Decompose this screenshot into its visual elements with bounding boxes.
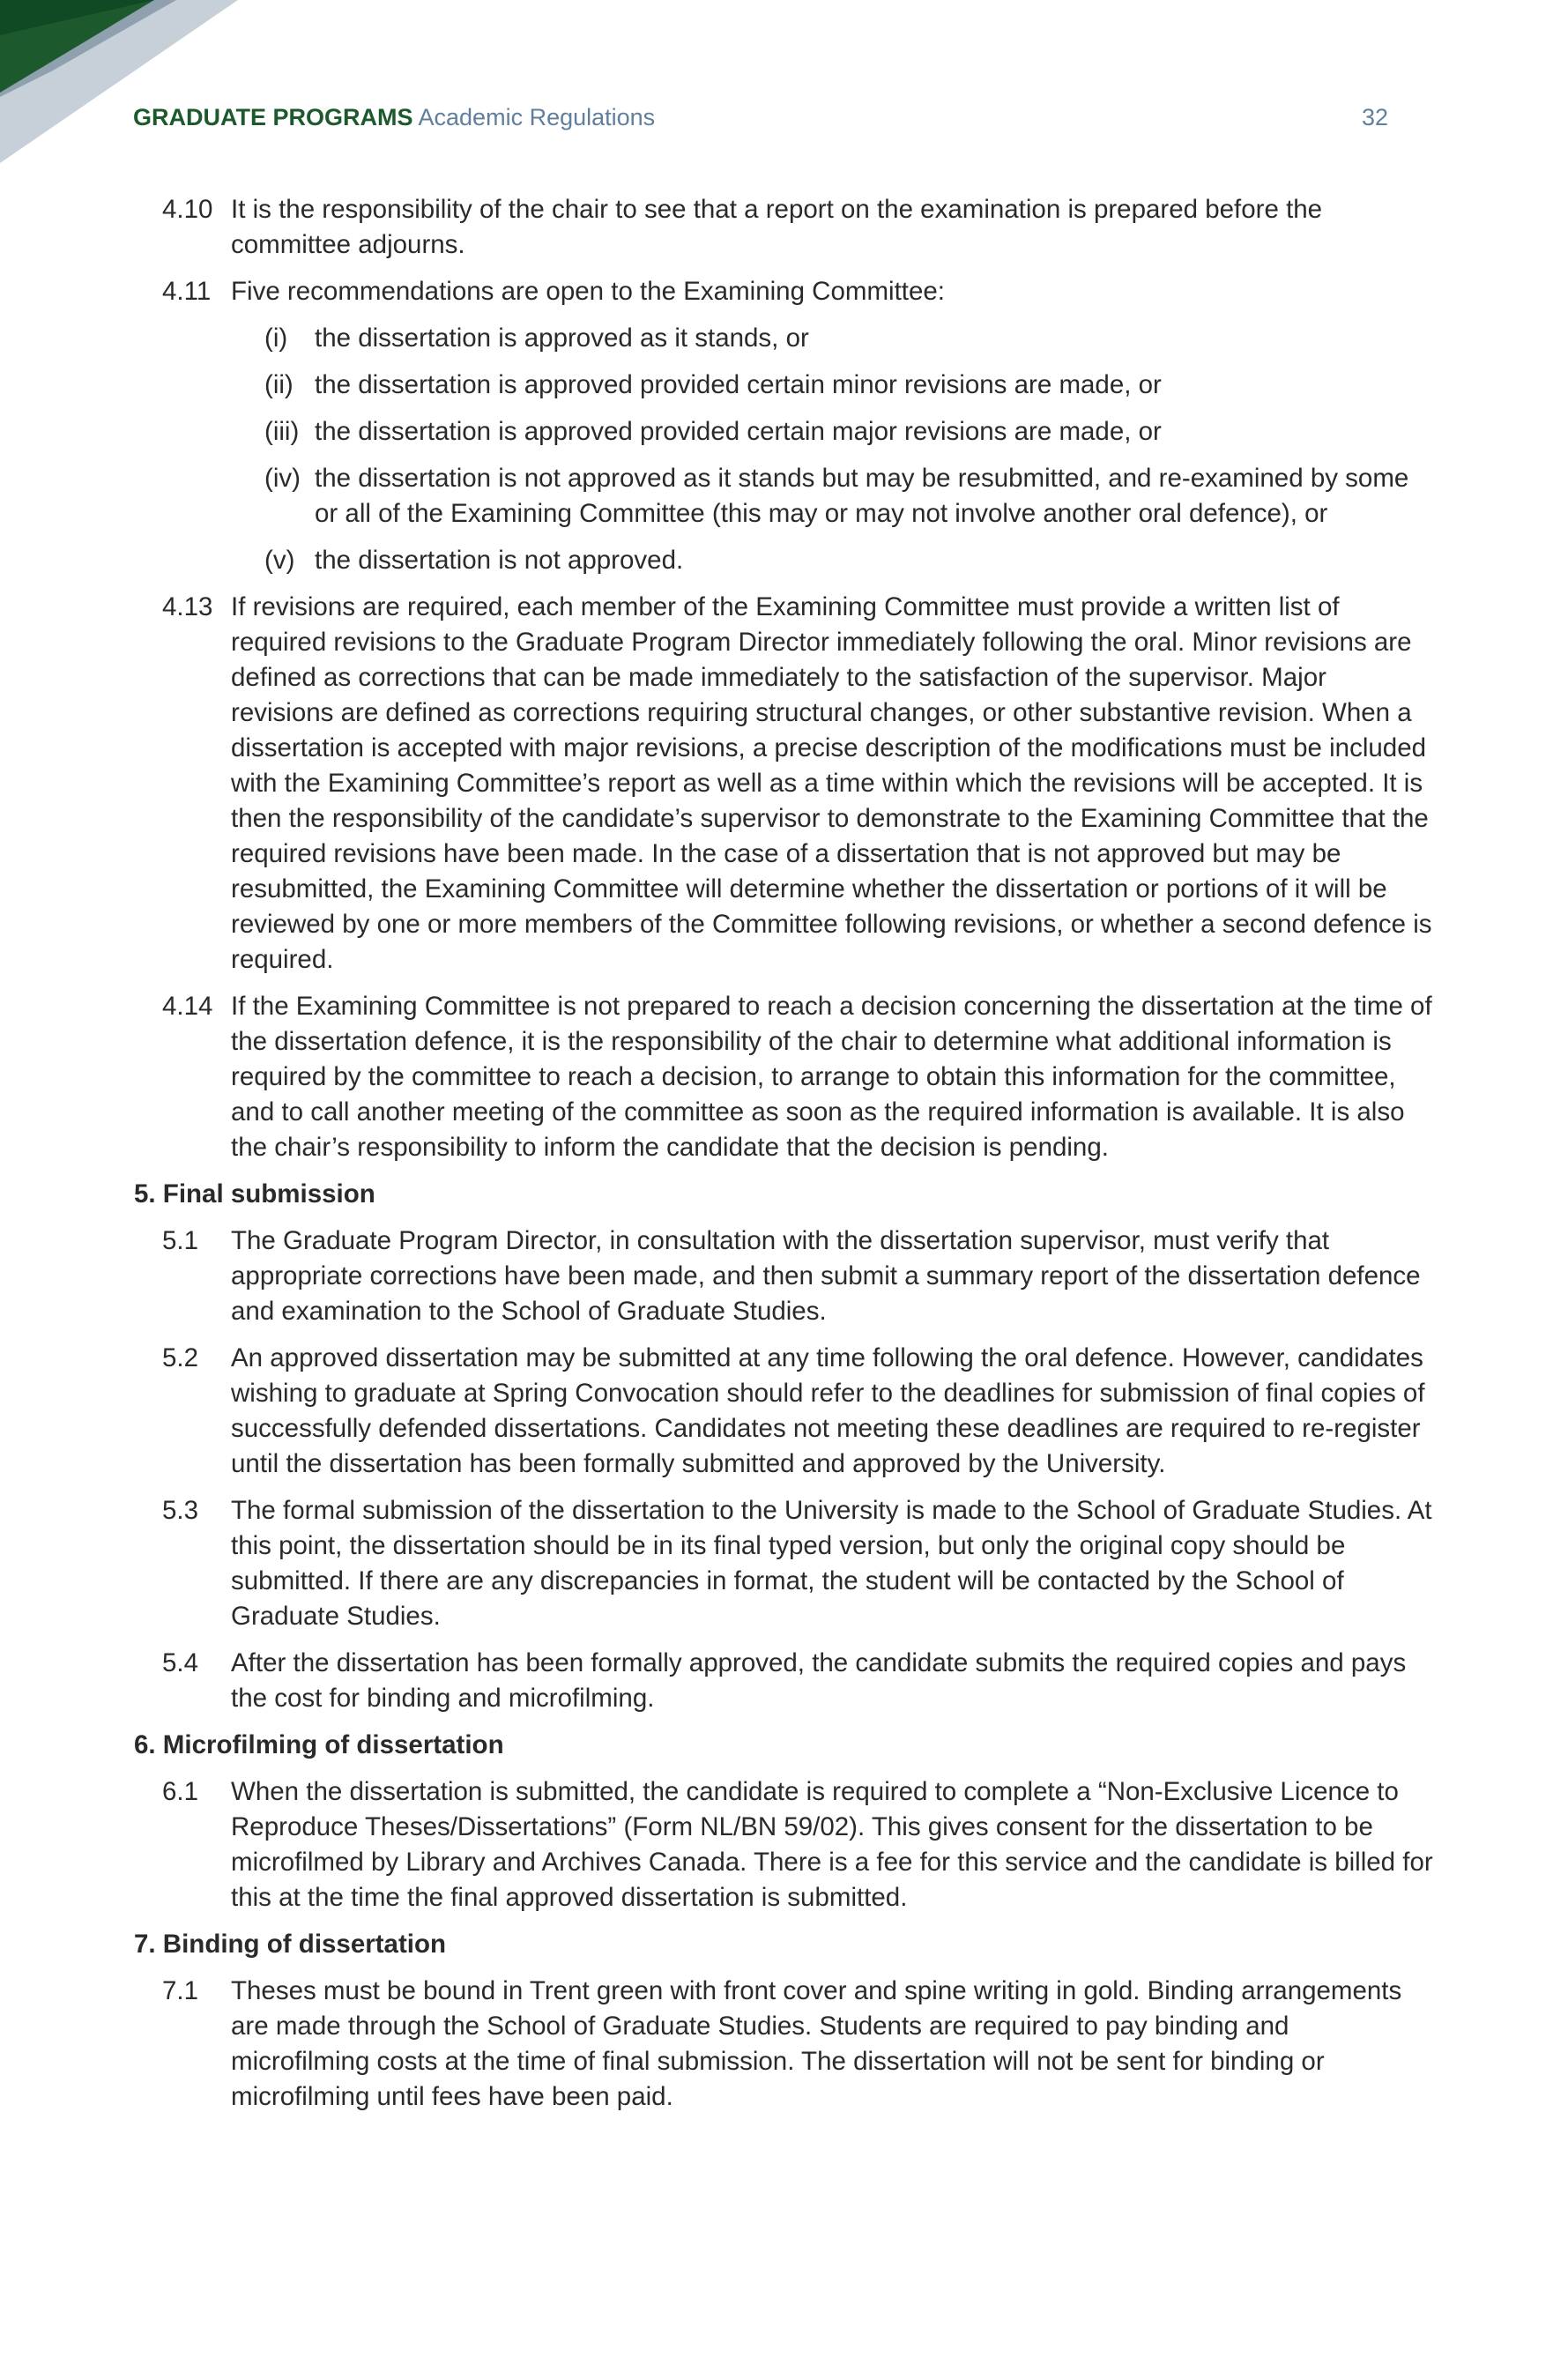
regulation-item <box>130 274 1435 309</box>
regulation-item <box>130 1341 1435 1482</box>
recommendations-list <box>130 321 1435 578</box>
list-text: the dissertation is approved provided certain minor revisions are made, or <box>315 370 1162 399</box>
item-text: If revisions are required, each member of the Examining Committee must provide a written list of required revisions to the Graduate Program Director immediately following the oral. Minor revisions are defined as corrections that can be made immediately to the satisfaction of the supervisor. Major revisions are defined as corrections requiring structural changes, or other substantive revision. When a dissertation is accepted with major revisions, a precise description of the modifications must be included with the Examining Committee’s report as well as a time within which the revisions will be accepted. It is then the responsibility of the candidate’s supervisor to demonstrate to the Examining Committee that the required revisions have been made. In the case of a dissertation that is not approved but may be resubmitted, the Examining Committee will determine whether the dissertation or portions of it will be reviewed by one or more members of the Committee following revisions, or whether a second defence is required. <box>231 592 1432 974</box>
item-number: 4.11 <box>162 277 212 306</box>
list-text: the dissertation is not approved as it stands but may be resubmitted, and re-examined by some or all of the Examining Committee (this may or may not involve another oral defence), or <box>315 464 1409 528</box>
item-number: 5.4 <box>162 1648 199 1677</box>
regulation-item <box>130 1774 1435 1915</box>
item-number: 5.2 <box>162 1343 199 1372</box>
item-number: 4.14 <box>162 992 213 1021</box>
section-heading: 6. Microfilming of dissertation <box>134 1730 504 1759</box>
item-number: 5.3 <box>162 1496 199 1525</box>
item-text: The Graduate Program Director, in consultation with the dissertation supervisor, must verify that appropriate corrections have been made, and then submit a summary report of the dissertation defence and examination to the School of Graduate Studies. <box>231 1226 1421 1326</box>
item-number: 5.1 <box>162 1226 199 1255</box>
regulation-item <box>130 192 1435 263</box>
item-text: When the dissertation is submitted, the candidate is required to complete a “Non-Exclusive Licence to Reproduce Theses/Dissertations” (Form NL/BN 59/02). This gives consent for the dissertation to be microfilmed by Library and Archives Canada. There is a fee for this service and the candidate is billed for this at the time the final approved dissertation is submitted. <box>231 1777 1433 1912</box>
document-body <box>130 192 1435 2126</box>
list-item <box>130 368 1435 403</box>
list-text: the dissertation is approved as it stands, or <box>315 324 809 353</box>
list-marker: (iv) <box>264 464 301 493</box>
list-text: the dissertation is approved provided certain major revisions are made, or <box>315 417 1162 446</box>
item-number: 4.13 <box>162 592 213 621</box>
regulation-item <box>130 1646 1435 1716</box>
list-marker: (v) <box>264 546 295 575</box>
list-marker: (i) <box>264 324 288 353</box>
document-title: GRADUATE PROGRAMS <box>133 104 413 130</box>
regulation-item <box>130 590 1435 978</box>
regulation-item <box>130 1974 1435 2115</box>
list-marker: (iii) <box>264 417 300 446</box>
item-text: An approved dissertation may be submitted at any time following the oral defence. However, candidates wishing to graduate at Spring Convocation should refer to the deadlines for submission of final copies of successfully defended dissertations. Candidates not meeting these deadlines are required to re-register until the dissertation has been formally submitted and approved by the University. <box>231 1343 1425 1478</box>
regulation-item <box>130 1223 1435 1329</box>
regulation-item <box>130 989 1435 1165</box>
list-item <box>130 461 1435 532</box>
list-marker: (ii) <box>264 370 294 399</box>
list-item <box>130 543 1435 578</box>
item-number: 6.1 <box>162 1777 199 1806</box>
regulation-item <box>130 1493 1435 1634</box>
item-number: 4.10 <box>162 195 213 224</box>
item-number: 7.1 <box>162 1976 199 2005</box>
item-text: The formal submission of the dissertation to the University is made to the School of Graduate Studies. At this point, the dissertation should be in its final typed version, but only the original copy should be submitted. If there are any discrepancies in format, the student will be contacted by the School of Graduate Studies. <box>231 1496 1432 1631</box>
list-item <box>130 414 1435 450</box>
item-text: It is the responsibility of the chair to see that a report on the examination is prepared before the committee adjourns. <box>231 195 1323 259</box>
section-heading: 7. Binding of dissertation <box>134 1930 447 1959</box>
item-text: Theses must be bound in Trent green with front cover and spine writing in gold. Binding arrangements are made through the School of Graduate Studies. Students are required to pay binding and microfilming costs at the time of final submission. The dissertation will not be sent for binding or microfilming until fees have been paid. <box>231 1976 1402 2111</box>
list-item <box>130 321 1435 356</box>
page-header <box>133 99 1388 136</box>
list-text: the dissertation is not approved. <box>315 546 684 575</box>
corner-decoration <box>0 0 247 163</box>
document-subtitle: Academic Regulations <box>418 104 656 130</box>
page-number: 32 <box>1361 104 1388 130</box>
item-text: If the Examining Committee is not prepared to reach a decision concerning the dissertation at the time of the dissertation defence, it is the responsibility of the chair to determine what additional information is required by the committee to reach a decision, to arrange to obtain this information for the committee, and to call another meeting of the committee as soon as the required information is available. It is also the chair’s responsibility to inform the candidate that the decision is pending. <box>231 992 1432 1162</box>
item-text: Five recommendations are open to the Examining Committee: <box>231 277 945 306</box>
section-heading: 5. Final submission <box>134 1179 375 1209</box>
item-text: After the dissertation has been formally approved, the candidate submits the required copies and pays the cost for binding and microfilming. <box>231 1648 1407 1713</box>
